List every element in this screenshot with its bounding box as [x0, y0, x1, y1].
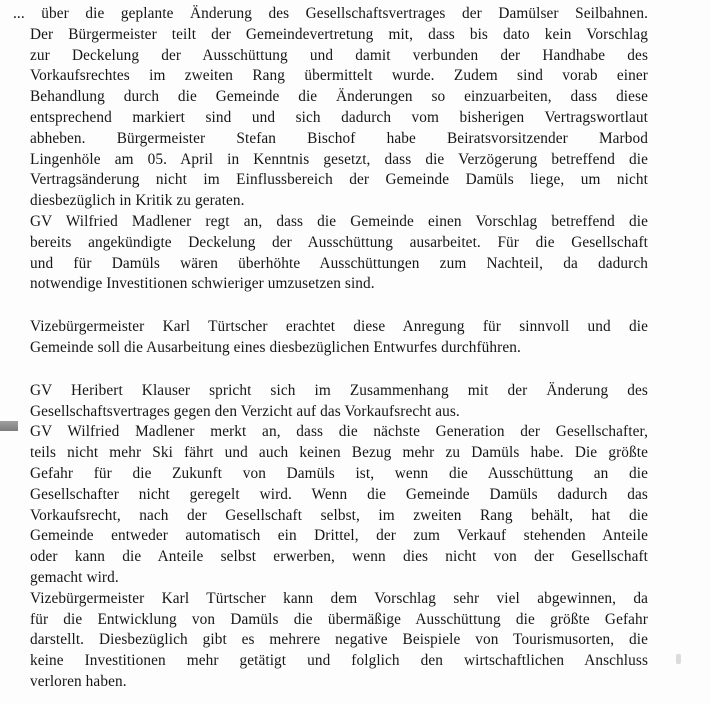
text-line: Lingenhöle am 05. April in Kenntnis gesetzt, dass die Verzögerung betreffend die — [30, 150, 648, 168]
text-line: verloren haben. — [30, 672, 127, 690]
text-line: Vertragsänderung nicht im Einflussbereich der Gemeinde Damüls liege, um nicht — [30, 171, 648, 189]
paragraph — [30, 381, 648, 423]
text-line: zur Deckelung der Ausschüttung und damit verbunden der Handhabe des — [30, 46, 648, 64]
text-line: ... über die geplante Änderung des Gesellschaftsvertrages der Damülser Seilbahnen. — [13, 5, 648, 22]
minutes-text-block — [13, 4, 648, 693]
text-line: Vizebürgermeister Karl Türtscher erachtet diese Anregung für sinnvoll und die — [30, 318, 648, 336]
text-line: oder kann die Anteile selbst erwerben, wenn dies nicht von der Gesellschaft — [30, 548, 648, 566]
text-line: Gesellschafter nicht geregelt wird. Wenn die Gemeinde Damüls dadurch das — [30, 485, 648, 503]
text-line: und für Damüls wären überhöhte Ausschüttungen zum Nachteil, da dadurch — [30, 254, 648, 272]
text-line: Gefahr für die Zukunft von Damüls ist, wenn die Ausschüttung an die — [30, 464, 648, 482]
text-line: Vorkaufsrechtes im zweiten Rang übermittelt wurde. Zudem sind vorab einer — [30, 67, 648, 85]
text-line: darstellt. Diesbezüglich gibt es mehrere negative Beispiele von Tourismusorten, die — [30, 631, 648, 649]
text-line: GV Wilfried Madlener merkt an, dass die nächste Generation der Gesellschafter, — [30, 423, 648, 441]
paragraph — [30, 422, 648, 588]
paragraph — [13, 4, 648, 212]
text-line: gemacht wird. — [30, 568, 119, 586]
paragraph — [30, 317, 648, 359]
text-line: Gemeinde soll die Ausarbeitung eines diesbezüglichen Entwurfes durchführen. — [30, 338, 521, 356]
text-line: Gemeinde entweder automatisch ein Drittel, der zum Verkauf stehenden Anteile — [30, 527, 648, 545]
text-line: entsprechend markiert sind und sich dadurch vom bisherigen Vertragswortlaut — [30, 108, 648, 126]
text-line: Vizebürgermeister Karl Türtscher kann dem Vorschlag sehr viel abgewinnen, da — [30, 589, 648, 607]
text-line: bereits angekündigte Deckelung der Ausschüttung ausarbeitet. Für die Gesellschaft — [30, 233, 648, 251]
text-line: für die Entwicklung von Damüls die übermäßige Ausschüttung die größte Gefahr — [30, 610, 648, 628]
text-line: abheben. Bürgermeister Stefan Bischof habe Beiratsvorsitzender Marbod — [30, 129, 648, 147]
text-line: Der Bürgermeister teilt der Gemeindevertretung mit, dass bis dato kein Vorschlag — [30, 25, 648, 43]
scan-artifact-bar — [0, 421, 18, 431]
scan-speck — [676, 654, 681, 664]
paragraph — [30, 589, 648, 693]
text-line: Gesellschaftsvertrages gegen den Verzicht auf das Vorkaufsrecht aus. — [30, 402, 460, 420]
text-line: notwendige Investitionen schwieriger umzusetzen sind. — [30, 275, 375, 293]
text-line: Vorkaufsrecht, nach der Gesellschaft selbst, im zweiten Rang behält, hat die — [30, 506, 648, 524]
text-line: teils nicht mehr Ski fährt und auch keinen Bezug mehr zu Damüls habe. Die größte — [30, 444, 648, 462]
paragraph — [30, 212, 648, 295]
text-line: GV Heribert Klauser spricht sich im Zusammenhang mit der Änderung des — [30, 381, 648, 399]
text-line: diesbezüglich in Kritik zu geraten. — [30, 192, 245, 210]
text-line: Behandlung durch die Gemeinde die Änderungen so einzuarbeiten, dass diese — [30, 88, 648, 106]
text-line: GV Wilfried Madlener regt an, dass die Gemeinde einen Vorschlag betreffend die — [30, 212, 648, 230]
text-line: keine Investitionen mehr getätigt und folglich den wirtschaftlichen Anschluss — [30, 652, 648, 670]
